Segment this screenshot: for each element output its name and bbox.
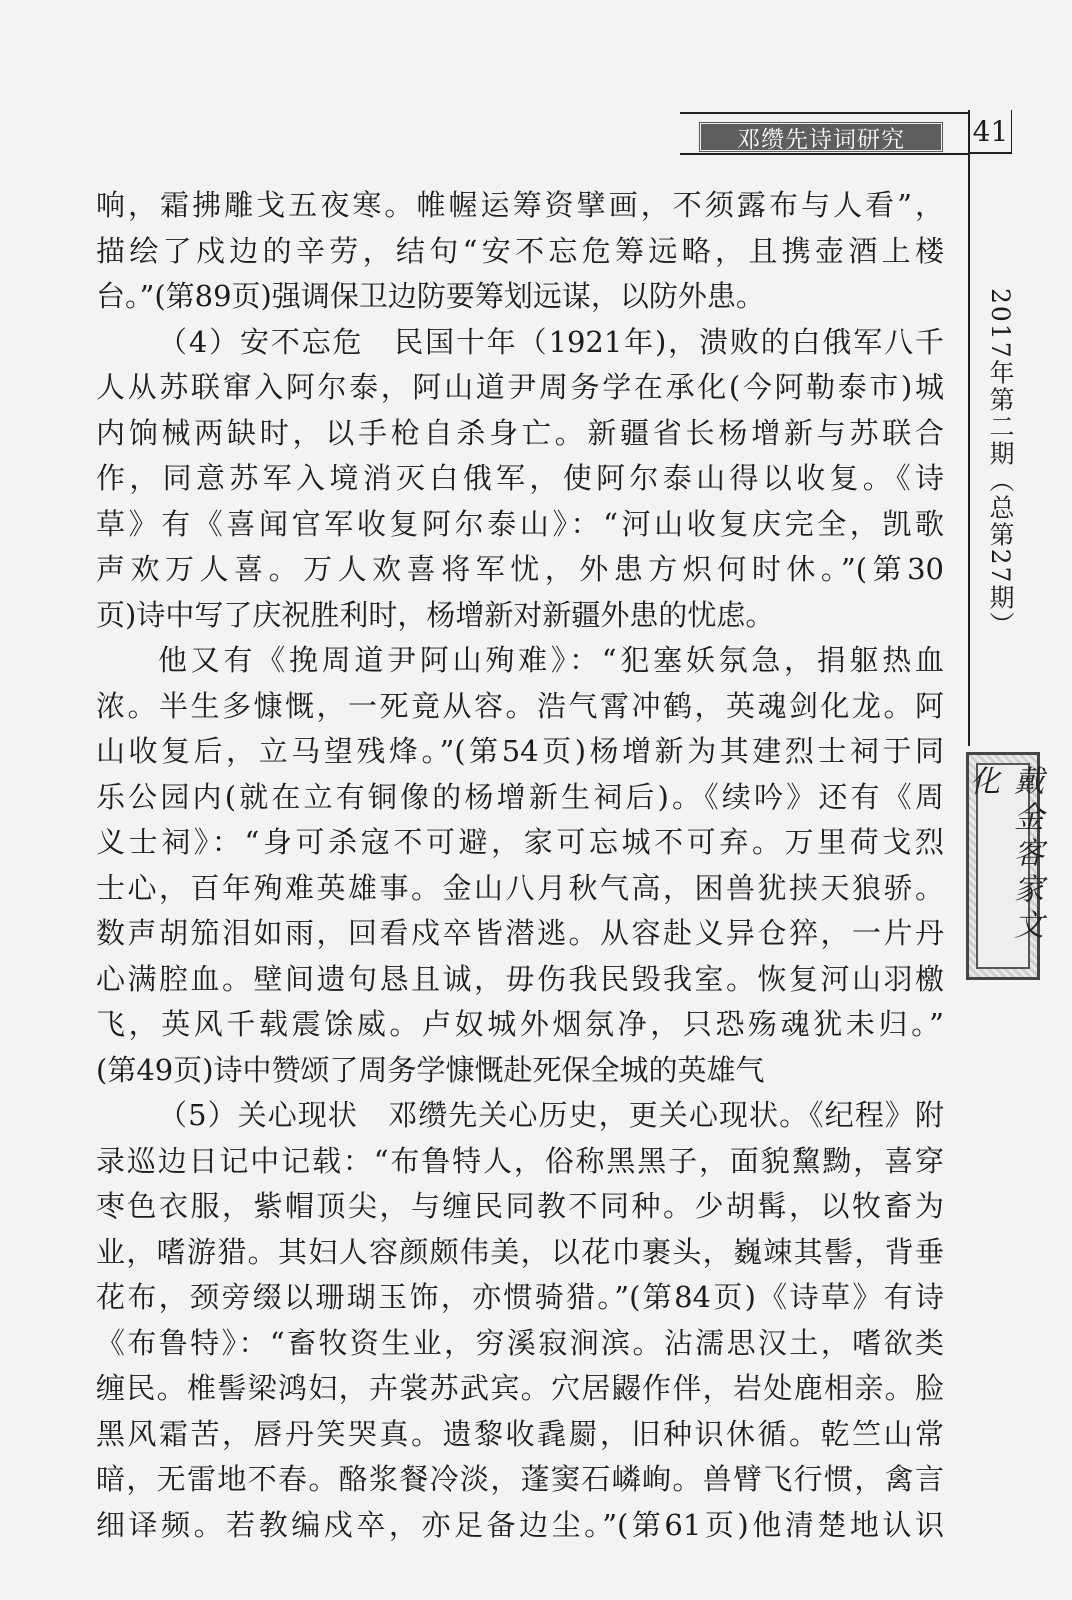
body-text-line: 《布鲁特》：“畜牧资生业，穷溪寂涧滨。沾濡思汉土，嗜欲类: [96, 1325, 944, 1360]
body-text-line: 内饷械两缺时，以手枪自杀身亡。新疆省长杨增新与苏联合: [96, 415, 944, 450]
running-header: [698, 121, 944, 153]
body-text-line: 细译频。若教编戍卒，亦足备边尘。”(第61页)他清楚地认识: [96, 1507, 944, 1542]
page-number: 41: [968, 110, 1012, 154]
body-text-line: 黑风霜苦，唇丹笑哭真。遗黎收毳罽，旧种识休循。乾竺山常: [96, 1416, 944, 1451]
body-text-line: 缠民。椎髻梁鸿妇，卉裳苏武宾。穴居鼹作伴，岩处鹿相亲。脸: [96, 1371, 944, 1405]
body-text-line: 声欢万人喜。万人欢喜将军忧，外患方炽何时休。”(第30: [96, 552, 944, 586]
body-text-line: 枣色衣服，紫帽顶尖，与缠民同教不同种。少胡髯，以牧畜为: [96, 1189, 944, 1223]
header-top-rule: [680, 112, 970, 114]
body-text-line: 人从苏联窜入阿尔泰，阿山道尹周务学在承化(今阿勒泰市)城: [96, 370, 944, 404]
side-rule: [968, 154, 970, 746]
body-text-line: 飞，英风千载震馀威。卢奴城外烟氛净，只恐殇魂犹未归。”: [96, 1007, 944, 1041]
body-text-line: 台。”(第89页)强调保卫边防要筹划远谋，以防外患。: [96, 279, 765, 313]
body-text-line: 义士祠》：“身可杀寇不可避，家可忘城不可弃。万里荷戈烈: [96, 825, 944, 859]
body-text-line: 心满腔血。壁间遗句恳且诚，毋伤我民毁我室。恢复河山羽檄: [96, 961, 944, 996]
body-text-line: 暗，无雷地不春。酪浆餐冷淡，蓬窦石嶙峋。兽臂飞行惯，禽言: [96, 1462, 944, 1496]
body-text-line: 草》有《喜闻官军收复阿尔泰山》：“河山收复庆完全，凯歌: [96, 506, 944, 541]
body-text-line: 业，嗜游猎。其妇人容颜颇伟美，以花巾裹头，巍竦其髻，背垂: [96, 1234, 944, 1269]
journal-emblem-calligraphy: 戴金客家文化: [964, 765, 1043, 945]
body-text-line: (第49页)诗中赞颂了周务学慷慨赴死保全城的英雄气: [96, 1052, 765, 1087]
body-text-line: 乐公园内(就在立有铜像的杨增新生祠后)。《续吟》还有《周: [96, 779, 944, 814]
running-header-title: 邓缵先诗词研究: [737, 126, 905, 153]
body-text-line: 描绘了戍边的辛劳，结句“安不忘危筹远略，且携壶酒上楼: [96, 233, 944, 268]
body-text-line: 浓。半生多慷慨，一死竟从容。浩气霄冲鹤，英魂剑化龙。阿: [96, 688, 944, 723]
body-text-line: 数声胡笳泪如雨，回看戍卒皆潜逃。从容赴义异仓猝，一片丹: [96, 916, 944, 950]
body-text-line: 花布，颈旁缀以珊瑚玉饰，亦惯骑猎。”(第84页)《诗草》有诗: [96, 1280, 944, 1314]
body-text-line: 他又有《挽周道尹阿山殉难》：“犯塞妖氛急，捐躯热血: [158, 643, 944, 677]
journal-emblem-inner: [964, 763, 1043, 969]
journal-emblem: [964, 752, 1043, 980]
body-text-line: 士心，百年殉难英雄事。金山八月秋气高，困兽犹挟天狼骄。: [96, 870, 944, 905]
body-text-line: （5）关心现状 邓缵先关心历史，更关心现状。《纪程》附: [158, 1098, 944, 1132]
body-text-line: （4）安不忘危 民国十年（1921年)，溃败的白俄军八千: [158, 324, 944, 359]
body-text-line: 页)诗中写了庆祝胜利时，杨增新对新疆外患的忧虑。: [96, 597, 775, 632]
header-bottom-rule: [680, 153, 970, 155]
article-body: [96, 183, 944, 1548]
body-text-line: 山收复后，立马望残烽。”(第54页)杨增新为其建烈士祠于同: [96, 734, 944, 768]
body-text-line: 录巡边日记中记载：“布鲁特人，俗称黑黑子，面貌黧黝，喜穿: [96, 1143, 944, 1178]
body-text-line: 作，同意苏军入境消灭白俄军，使阿尔泰山得以收复。《诗: [96, 461, 944, 495]
issue-info: 2017年第二期（总第27期）: [986, 288, 1015, 639]
body-text-line: 响，霜拂雕戈五夜寒。帷幄运筹资擘画，不须露布与人看”，: [96, 188, 944, 222]
